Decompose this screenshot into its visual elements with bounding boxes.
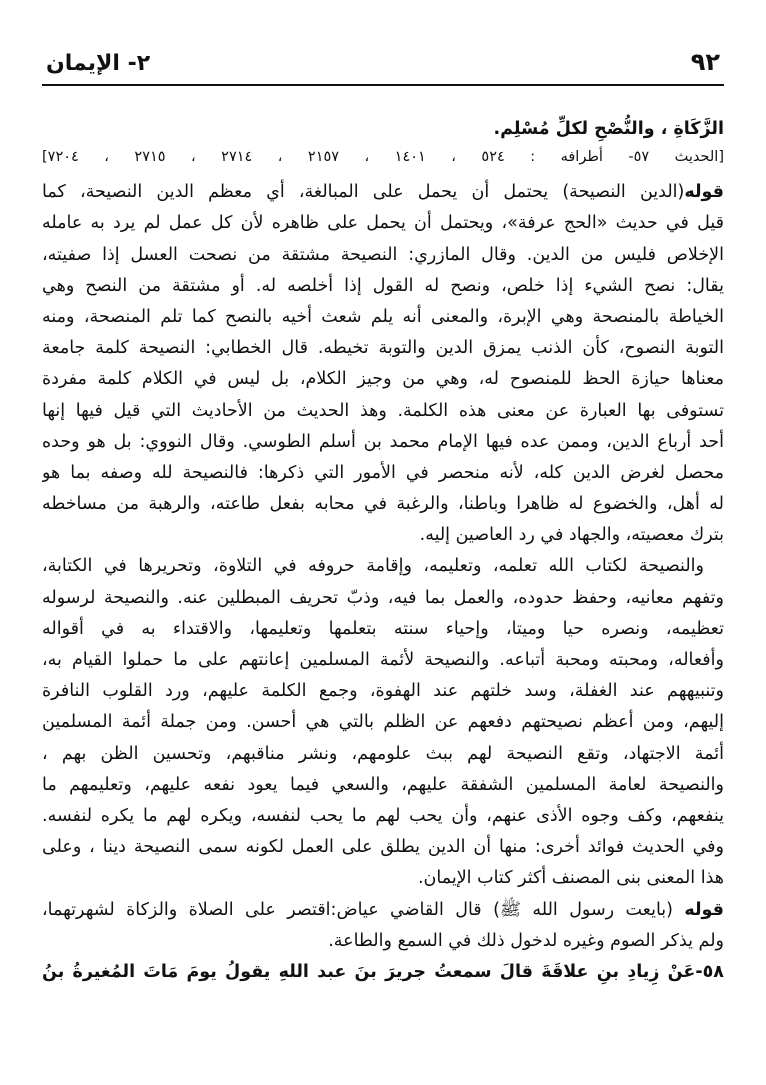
page-body (42, 114, 724, 988)
line-text: معناها حيازة الحظ للمنصوح له، وهي من وجيز الكلام، بل ليس في الكلام كلمة مفردة (42, 369, 724, 390)
line-text: أحد أرباع الدين، وممن عده فيها الإمام محمد بن أسلم الطوسي. وقال النووي: بل هو وحده (42, 431, 724, 452)
line-text: والنصيحة لكتاب الله تعلمه، وتعليمه، وإقامة حروفه في التلاوة، وتحريرها في الكتابة، (42, 556, 704, 577)
text-line (42, 895, 724, 926)
line-text: وتنبيههم عند الغفلة، وسد خلتهم عند الهفوة، وجمع الكلمة عليهم، ورد القلوب النافرة (42, 681, 724, 702)
text-line (42, 396, 724, 427)
text-line (42, 333, 724, 364)
chapter-title: ٢- الإيمان (46, 51, 151, 76)
line-text: ٥٨-عَنْ زِيادِ بنِ علاقَةَ قالَ سمعتُ جريرَ بنَ عبد اللهِ يقولُ يومَ مَاتَ المُغيرةُ بنُ (42, 961, 724, 982)
line-text: التوبة النصوح، كأن الذنب يمزق الدين والتوبة تخيطه. قال الخطابي: النصيحة كلمة جامعة (42, 338, 724, 359)
text-line (42, 520, 724, 551)
line-text: ينفعهم، وكف وجوه الأذى عنهم، وأن يحب لهم ما يحب لنفسه، ويكره لهم ما يكره لنفسه. (42, 805, 724, 826)
text-line (42, 427, 724, 458)
line-text: محصل لغرض الدين كله، لأنه منحصر في الأمور التي ذكرها: فالنصيحة لله وصفه بما هو (42, 462, 724, 483)
line-text: تستوفى بها العبارة عن معنى هذه الكلمة. وهذ الحديث من الأحاديث التي قيل فيها إنها (42, 400, 724, 421)
text-line (42, 583, 724, 614)
line-text: ولم يذكر الصوم وغيره لدخول ذلك في السمع والطاعة. (328, 930, 724, 951)
text-line (42, 676, 724, 707)
text-line (42, 801, 724, 832)
text-line (42, 863, 724, 894)
text-line (42, 926, 724, 957)
line-text: له أهل، والخضوع له ظاهرا وباطنا، والرغبة في محابه بفعل طاعته، والرهبة من مساخطه (42, 494, 724, 515)
lead-word: قوله (684, 182, 724, 203)
line-text: (الدين النصيحة) يحتمل أن يحمل على المبالغة، أي معظم الدين النصيحة، كما (42, 182, 685, 203)
text-line (42, 458, 724, 489)
page-header (42, 48, 724, 86)
text-line (42, 551, 724, 582)
text-line (42, 145, 724, 169)
page-number: ٩٢ (690, 48, 720, 76)
text-line (42, 707, 724, 738)
line-text: وأفعاله، ومحبته ومحبة أتباعه. والنصيحة لأئمة المسلمين إعانتهم على ما حملوا القيام به، (42, 650, 724, 670)
line-text: الخياطة بالمنصحة وهي الإبرة، والمعنى أنه يلم شعث أخيه بالنصح كما تلم المنصحة، ومنه (42, 306, 724, 327)
line-text: تعظيمه، ونصره حيا وميتا، وإحياء سنته بتعلمها وتعليمها، والاقتداء به في أقواله (42, 618, 724, 639)
text-line (42, 645, 724, 676)
text-line (42, 364, 724, 395)
line-text: بترك معصيته، والجهاد في رد العاصين إليه. (419, 525, 724, 546)
text-line (42, 957, 724, 988)
line-text: وتفهم معانيه، وحفظ حدوده، والعمل بما فيه، وذبّ تحريف المبطلين عنه. والنصيحة لرسوله (42, 587, 724, 608)
line-text: الإخلاص فليس من الدين. وقال المازري: النصيحة مشتقة من نصحت العسل إذا صفيته، (42, 244, 724, 265)
text-line (42, 770, 724, 801)
line-text: هذا المعنى بنى المصنف أكثر كتاب الإيمان. (417, 868, 724, 889)
text-line (42, 489, 724, 520)
line-text: وفي الحديث فوائد أخرى: منها أن الدين يطلق على العمل لكونه سمى النصيحة دينا ، وعلى (42, 837, 724, 858)
lead-word: قوله (684, 899, 724, 920)
line-text: إليهم، ومن أعظم نصيحتهم دفعهم عن الظلم بالتي هي أحسن. ومن جملة أئمة المسلمين (42, 712, 724, 733)
line-text: قيل في حديث «الحج عرفة»، ويحتمل أن يحمل على ظاهره لأن كل عمل لم يرد به عامله (42, 213, 724, 234)
text-line (42, 302, 724, 333)
text-line (42, 614, 724, 645)
line-text: الزَّكَاةِ ، والنُّصْحِ لكلِّ مُسْلِم. (493, 119, 724, 139)
text-line (42, 271, 724, 302)
line-text: والنصيحة لعامة المسلمين الشفقة عليهم، والسعي فيما يعود نفعه عليهم، وتعليمهم ما (42, 774, 724, 795)
text-line (42, 177, 724, 208)
line-text: أئمة الاجتهاد، وتقع النصيحة لهم ببث علومهم، ونشر مناقبهم، وتحسين الظن بهم ، (42, 743, 724, 764)
text-line (42, 240, 724, 271)
line-text: يقال: نصح الشيء إذا خلص، ونصح له القول إذا أخلصه له. أو مشتقة من النصح وهي (42, 275, 724, 296)
line-text: [الحديث ٥٧- أطرافه : ٥٢٤ ، ١٤٠١ ، ٢١٥٧ ، ٢٧١٤ ، ٢٧١٥ ، ٧٢٠٤] (42, 149, 724, 166)
text-line (42, 208, 724, 239)
text-line (42, 832, 724, 863)
text-line (42, 739, 724, 770)
text-line (42, 114, 724, 145)
line-text: (بايعت رسول الله ﷺ) قال القاضي عياض:اقتصر على الصلاة والزكاة لشهرتهما، (42, 899, 685, 920)
